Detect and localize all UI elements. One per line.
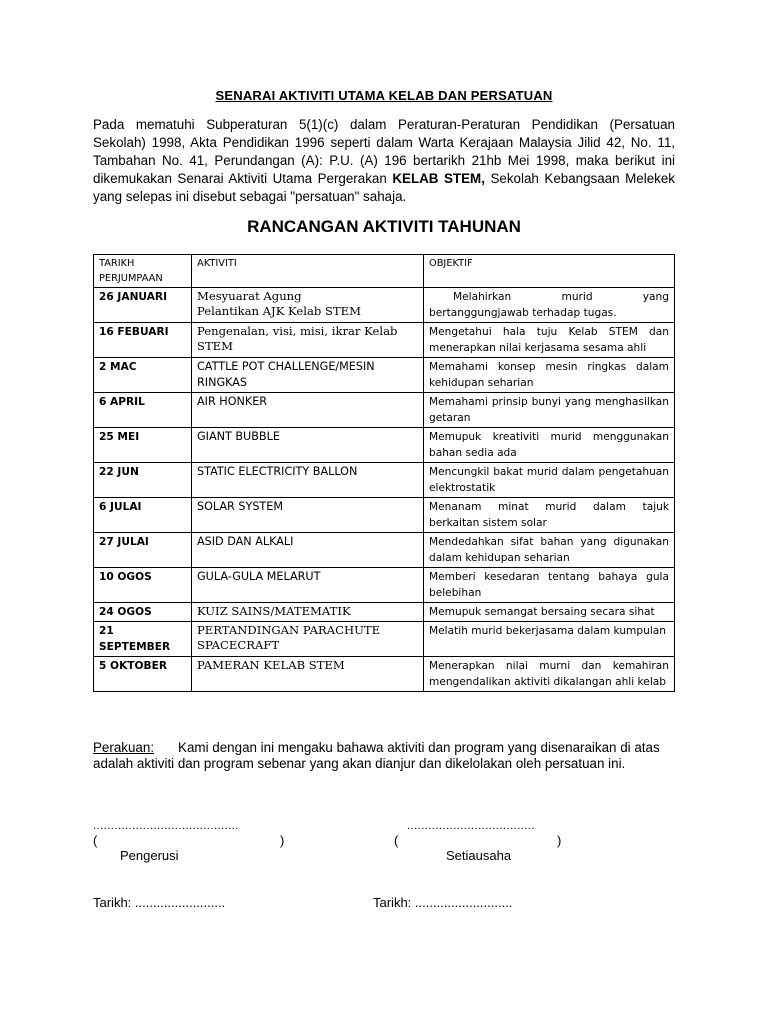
table-row xyxy=(94,288,675,323)
intro-club-name: KELAB STEM, xyxy=(392,171,485,186)
plan-title: RANCANGAN AKTIVITI TAHUNAN xyxy=(247,217,521,236)
table-row xyxy=(94,622,675,657)
declaration-text: Kami dengan ini mengaku bahawa aktiviti dan program yang disenaraikan di atas adalah aktiviti dan program sebenar yang akan dianjur dan dikelolakan oleh persatuan ini. xyxy=(93,740,660,771)
row-activity: KUIZ SAINS/MATEMATIK xyxy=(192,603,424,622)
row-date: 21 SEPTEMBER xyxy=(94,622,192,657)
row-date: 27 JULAI xyxy=(94,533,192,568)
row-date: 10 OGOS xyxy=(94,568,192,603)
table-row xyxy=(94,568,675,603)
row-activity: Pengenalan, visi, misi, ikrar Kelab STEM xyxy=(192,323,424,358)
signature-line-left: ......................................... xyxy=(93,820,239,832)
row-objective: Memahami prinsip bunyi yang menghasilkan getaran xyxy=(424,393,675,428)
intro-text-before: Pada mematuhi Subperaturan 5(1)(c) dalam Peraturan-Peraturan Pendidikan (Persatuan Sekolah) 1998, Akta Pendidikan 1996 seperti dalam Warta Kerajaan Malaysia Jilid 42, No. 11, Tambahan No. 41, Perundangan (A): P.U. (A) 196 bertarikh 21hb Mei 1998, maka berikut ini dikemukakan Senarai Aktiviti Utama Pergerakan xyxy=(93,117,675,186)
table-row xyxy=(94,533,675,568)
table-row xyxy=(94,393,675,428)
open-paren-left: ( xyxy=(93,833,98,848)
row-date: 6 JULAI xyxy=(94,498,192,533)
row-objective: Melahirkan murid yang bertanggungjawab terhadap tugas. xyxy=(424,288,675,323)
row-objective: Memupuk kreativiti murid menggunakan bahan sedia ada xyxy=(424,428,675,463)
table-header-row xyxy=(94,255,675,288)
row-objective: Mendedahkan sifat bahan yang digunakan dalam kehidupan seharian xyxy=(424,533,675,568)
document-title: SENARAI AKTIVITI UTAMA KELAB DAN PERSATUAN xyxy=(215,88,553,103)
declaration xyxy=(93,740,675,772)
close-paren-right: ) xyxy=(557,833,562,848)
signature-line-right: .................................... xyxy=(407,820,536,832)
row-activity: PAMERAN KELAB STEM xyxy=(192,657,424,692)
row-activity: ASID DAN ALKALI xyxy=(192,533,424,568)
table-row xyxy=(94,603,675,622)
open-paren-right: ( xyxy=(394,833,399,848)
intro-paragraph xyxy=(93,116,675,206)
row-date: 2 MAC xyxy=(94,358,192,393)
row-activity: GULA-GULA MELARUT xyxy=(192,568,424,603)
row-date: 16 FEBUARI xyxy=(94,323,192,358)
row-activity: Mesyuarat Agung Pelantikan AJK Kelab STEM xyxy=(192,288,424,323)
role-secretary: Setiausaha xyxy=(446,848,512,863)
header-activity: AKTIVITI xyxy=(192,255,424,288)
row-activity: SOLAR SYSTEM xyxy=(192,498,424,533)
table-row xyxy=(94,323,675,358)
row-objective: Memahami konsep mesin ringkas dalam kehidupan seharian xyxy=(424,358,675,393)
row-activity: CATTLE POT CHALLENGE/MESIN RINGKAS xyxy=(192,358,424,393)
row-date: 22 JUN xyxy=(94,463,192,498)
table-row xyxy=(94,463,675,498)
row-objective: Menanam minat murid dalam tajuk berkaitan sistem solar xyxy=(424,498,675,533)
table-row xyxy=(94,428,675,463)
row-date: 25 MEI xyxy=(94,428,192,463)
row-objective: Melatih murid bekerjasama dalam kumpulan xyxy=(424,622,675,657)
row-activity: PERTANDINGAN PARACHUTE SPACECRAFT xyxy=(192,622,424,657)
header-date: TARIKH PERJUMPAAN xyxy=(94,255,192,288)
date-line-right: Tarikh: ........................... xyxy=(373,895,513,910)
row-objective: Menerapkan nilai murni dan kemahiran mengendalikan aktiviti dikalangan ahli kelab xyxy=(424,657,675,692)
header-objective: OBJEKTIF xyxy=(424,255,675,288)
table-row xyxy=(94,498,675,533)
row-activity: GIANT BUBBLE xyxy=(192,428,424,463)
row-date: 5 OKTOBER xyxy=(94,657,192,692)
row-objective: Memberi kesedaran tentang bahaya gula belebihan xyxy=(424,568,675,603)
row-objective: Mengetahui hala tuju Kelab STEM dan menerapkan nilai kerjasama sesama ahli xyxy=(424,323,675,358)
table-row xyxy=(94,358,675,393)
close-paren-left: ) xyxy=(280,833,285,848)
role-chairman: Pengerusi xyxy=(120,848,179,863)
row-objective: Mencungkil bakat murid dalam pengetahuan elektrostatik xyxy=(424,463,675,498)
row-activity: STATIC ELECTRICITY BALLON xyxy=(192,463,424,498)
table-row xyxy=(94,657,675,692)
row-activity: AIR HONKER xyxy=(192,393,424,428)
row-date: 26 JANUARI xyxy=(94,288,192,323)
row-objective: Memupuk semangat bersaing secara sihat xyxy=(424,603,675,622)
activity-plan-table xyxy=(93,254,675,692)
row-date: 24 OGOS xyxy=(94,603,192,622)
date-line-left: Tarikh: ......................... xyxy=(93,895,226,910)
declaration-label: Perakuan: xyxy=(93,740,155,755)
intro-text-after: Sekolah Kebangsaan Melekek yang selepas ini disebut sebagai "persatuan" sahaja. xyxy=(93,171,675,204)
row-date: 6 APRIL xyxy=(94,393,192,428)
